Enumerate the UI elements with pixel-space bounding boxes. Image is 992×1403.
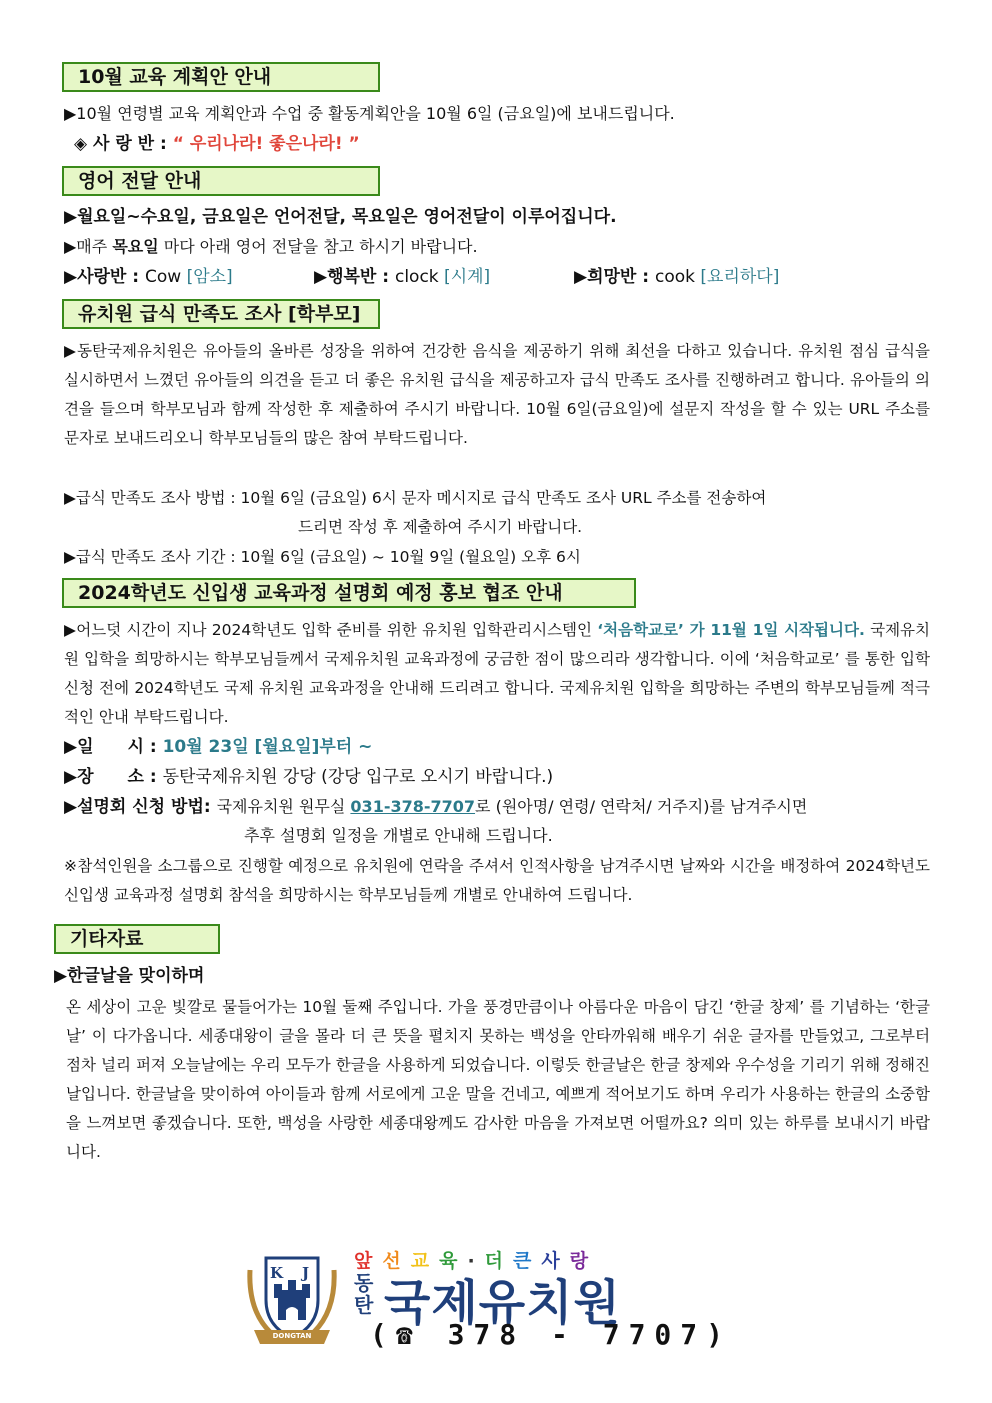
session-apply-line [64,796,807,818]
text-part: ▶어느덧 시간이 지나 2024학년도 입학 준비를 위한 유치원 입학관리시스템인 [64,621,598,639]
survey-period-text: ▶급식 만족도 조사 기간 : 10월 6일 (금요일) ~ 10월 9일 (월요일) 오후 6시 [64,548,581,566]
word-meaning: [암소] [181,267,233,287]
hangul-day-text: 온 세상이 고운 빛깔로 물들어가는 10월 둘째 주입니다. 가을 풍경만큼이나 아름다운 마음이 담긴 ‘한글 창제’ 를 기념하는 ‘한글날’ 이 다가옵니다. 세종대왕이 글을 몰라 더 큰 뜻을 펼치지 못하는 백성을 안타까워해 배우기 쉬운 글자를 만들었고, 그로부터 점차 널리 퍼져 오늘날에는 우리 모두가 한글을 사용하게 되었습니다. 이렇듯 한글날은 한글 창제와 우수성을 기리기 위해 정해진 날입니다. 한글날을 맞이하여 아이들과 함께 서로에게 고운 말을 건네고, 예쁘게 적어보기도 하며 우리가 사용하는 한글의 소중함을 느껴보면 좋겠습니다. 또한, 백성을 사랑한 세종대왕께도 감사한 마음을 가져보면 어떨까요? 의미 있는 하루를 보내시기 바랍니다. [66,998,930,1161]
text-part: 국제유치원 원무실 [216,797,351,816]
session-apply-line-2 [244,825,553,847]
session-date-line [64,736,372,758]
place-value: 동탄국제유치원 강당 (강당 입구로 오시기 바랍니다.) [162,767,554,787]
name-main: 국제유치원 [384,1275,621,1331]
survey-method-text: ▶급식 만족도 조사 방법 : 10월 6일 (금요일) 6시 문자 메시지로 급식 만족도 조사 URL 주소를 전송하여 [64,489,767,507]
word-meaning: [시계] [438,267,491,287]
section-header-etc [54,924,220,954]
name-small-1: 동 [354,1271,374,1295]
section-header-october-plan [62,62,380,92]
section-header-english [62,166,380,196]
slogan-char: · [467,1250,485,1272]
slogan-char: 앞 [354,1250,383,1272]
place-label: ▶장 소 : [64,767,163,787]
survey-method-text-2: 드리면 작성 후 제출하여 주시기 바랍니다. [298,518,583,536]
notice-text: ▶10월 연령별 교육 계획안과 수업 중 활동계획안을 10월 6일 (금요일)에 보내드립니다. [64,104,675,123]
slogan-char: 큰 [513,1250,542,1272]
english-schedule-line [64,206,617,228]
name-small-2: 탄 [354,1293,374,1317]
text-part: ▶매주 [64,237,113,256]
date-value: 10월 23일 [월요일]부터 ~ [162,737,373,757]
kindergarten-emblem [240,1250,344,1350]
english-word: clock [394,267,439,287]
date-label: ▶일 시 : [64,737,163,757]
thursday-text: 목요일 [112,237,159,256]
apply-text-2: 추후 설명회 일정을 개별로 안내해 드립니다. [244,826,553,845]
session-note [64,852,930,910]
section-title: 2024학년도 신입생 교육과정 설명회 예정 홍보 협조 안내 [78,582,563,604]
slogan-char: 선 [382,1250,411,1272]
emblem-letter-j: J [302,1264,310,1282]
class-label: ▶희망반 : [574,267,655,287]
meal-survey-paragraph [64,337,930,453]
apply-label: ▶설명회 신청 방법: [64,797,217,817]
survey-method-line-2 [298,516,582,538]
hangul-day-subtitle-text: ▶한글날을 맞이하며 [54,966,205,986]
section-title: 유치원 급식 만족도 조사 [학부모] [78,303,361,325]
slogan-char: 교 [410,1250,440,1272]
slogan-char: 더 [484,1250,514,1272]
admission-paragraph [64,616,930,732]
footer-phone [370,1318,732,1351]
class-label: ▶사랑반 : [64,267,145,287]
text-part: 로 (원아명/ 연령/ 연락처/ 거주지)를 남겨주시면 [475,797,808,816]
class-label: ◈ 사 랑 반 : [74,134,173,154]
hangul-day-paragraph [66,993,930,1167]
session-place-line [64,766,553,788]
survey-method-line [64,487,766,509]
english-word: cook [654,267,695,287]
text-part: 국제유치원 입학을 희망하시는 학부모님들께서 국제유치원 교육과정에 궁금한 점이 많으리라 생각합니다. 이에 ‘처음학교로’ 를 통한 입학 신청 전에 2024학년도 국제 유치원 교육과정을 안내해 드리려고 합니다. 국제유치원 입학을 희망하는 주변의 학부모님들께 적극적인 안내 부탁드립니다. [64,621,930,726]
english-word: Cow [144,267,182,287]
emblem-ribbon-text: DONGTAN [272,1332,312,1340]
english-word-haengbok [314,266,490,288]
class-theme: “ 우리나라! 좋은나라! ” [172,134,360,154]
section-title: 10월 교육 계획안 안내 [78,66,272,88]
section-title: 기타자료 [70,928,144,950]
text-part: 마다 아래 영어 전달을 참고 하시기 바랍니다. [158,237,478,256]
word-meaning: [요리하다] [694,267,780,287]
section-header-meal-survey [62,299,380,329]
english-word-sarang [64,266,233,288]
english-word-huimang [574,266,779,288]
slogan-char: 사 [541,1250,570,1272]
section-header-info-session [62,578,636,608]
hangul-day-subtitle [54,965,204,987]
phone-link[interactable]: 031-378-7707 [350,797,476,816]
class-theme-line [74,133,360,155]
notice-line [64,103,675,125]
session-note-text: ※참석인원을 소그룹으로 진행할 예정으로 유치원에 연락을 주셔서 인적사항을 남겨주시면 날짜와 시간을 배정하여 2024학년도 신입생 교육과정 설명회 참석을 희망하시는 학부모님들께 개별로 안내하여 드립니다. [64,857,930,904]
highlight-text: ‘처음학교로’ 가 11월 1일 시작됩니다. [597,621,865,639]
slogan-char: 랑 [569,1250,599,1272]
slogan-char: 육 [439,1250,468,1272]
footer-phone-text: (☎ 378 - 7707) [370,1318,733,1351]
english-schedule-text: ▶월요일~수요일, 금요일은 언어전달, 목요일은 영어전달이 이루어집니다. [64,207,617,227]
english-weekly-line [64,236,478,258]
section-title: 영어 전달 안내 [78,170,202,192]
survey-period-line [64,546,581,568]
emblem-letter-k: K [270,1264,284,1282]
class-label: ▶행복반 : [314,267,395,287]
meal-survey-text: ▶동탄국제유치원은 유아들의 올바른 성장을 위하여 건강한 음식을 제공하기 위해 최선을 다하고 있습니다. 유치원 점심 급식을 실시하면서 느꼈던 유아들의 의견을 듣고 더 좋은 유치원 급식을 제공하고자 급식 만족도 조사를 진행하려고 합니다. 유아들의 의견을 들으며 학부모님과 함께 작성한 후 제출하여 주시기 바랍니다. 10월 6일(금요일)에 설문지 작성을 할 수 있는 URL 주소를 문자로 보내드리오니 학부모님들의 많은 참여 부탁드립니다. [64,342,930,447]
